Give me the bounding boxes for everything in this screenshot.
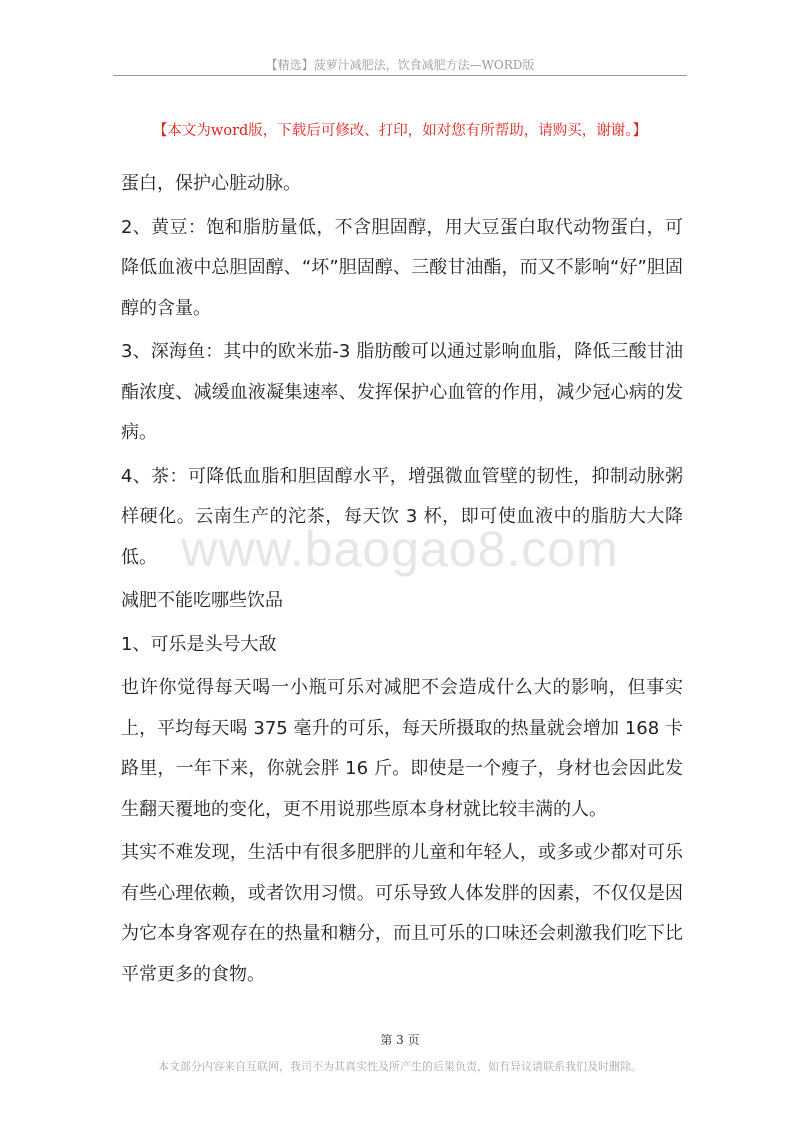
subsection-heading: 1、可乐是头号大敌 [121, 633, 277, 655]
watermark: www.baogao8.com [181, 521, 619, 577]
header-divider [113, 75, 687, 76]
paragraph: 2、黄豆：饱和脂肪量低，不含胆固醇，用大豆蛋白取代动物蛋白，可降低血液中总胆固醇、“坏”胆固醇、三酸甘油酯，而又不影响“好”胆固醇的含量。 [121, 216, 683, 319]
paragraph: 3、深海鱼：其中的欧米茄-3 脂肪酸可以通过影响血脂，降低三酸甘油酯浓度、减缓血液凝集速率、发挥保护心血管的作用，减少冠心病的发病。 [121, 341, 683, 443]
page-number: 第 3 页 [380, 1033, 420, 1047]
download-notice: 【本文为word版，下载后可修改、打印，如对您有所帮助，请购买，谢谢。】 [152, 123, 648, 139]
footer-disclaimer: 本文部分内容来自互联网，我司不为其真实性及所产生的后果负责，如有异议请联系我们及时删除。 [158, 1060, 642, 1073]
paragraph: 蛋白，保护心脏动脉。 [121, 173, 301, 194]
document-body [121, 164, 683, 998]
paragraph: 4、茶：可降低血脂和胆固醇水平，增强微血管壁的韧性，抑制动脉粥样硬化。云南生产的沱茶，每天饮 3 杯，即可使血液中的脂肪大大降低。 [121, 465, 683, 568]
paragraph: 其实不难发现，生活中有很多肥胖的儿童和年轻人，或多或少都对可乐有些心理依赖，或者饮用习惯。可乐导致人体发胖的因素，不仅仅是因为它本身客观存在的热量和糖分，而且可乐的口味还会刺激我们吃下比平常更多的食物。 [121, 842, 683, 985]
page-header-title: 【精选】菠萝汁减肥法，饮食减肥方法—WORD版 [265, 58, 535, 72]
paragraph: 也许你觉得每天喝一小瓶可乐对减肥不会造成什么大的影响，但事实上，平均每天喝 375 毫升的可乐，每天所摄取的热量就会增加 168 卡路里，一年下来，你就会胖 16 斤。即使是一个瘦子，身材也会因此发生翻天覆地的变化，更不用说那些原本身材就比较丰满的人。 [121, 677, 683, 820]
section-heading: 减肥不能吃哪些饮品 [121, 590, 283, 611]
